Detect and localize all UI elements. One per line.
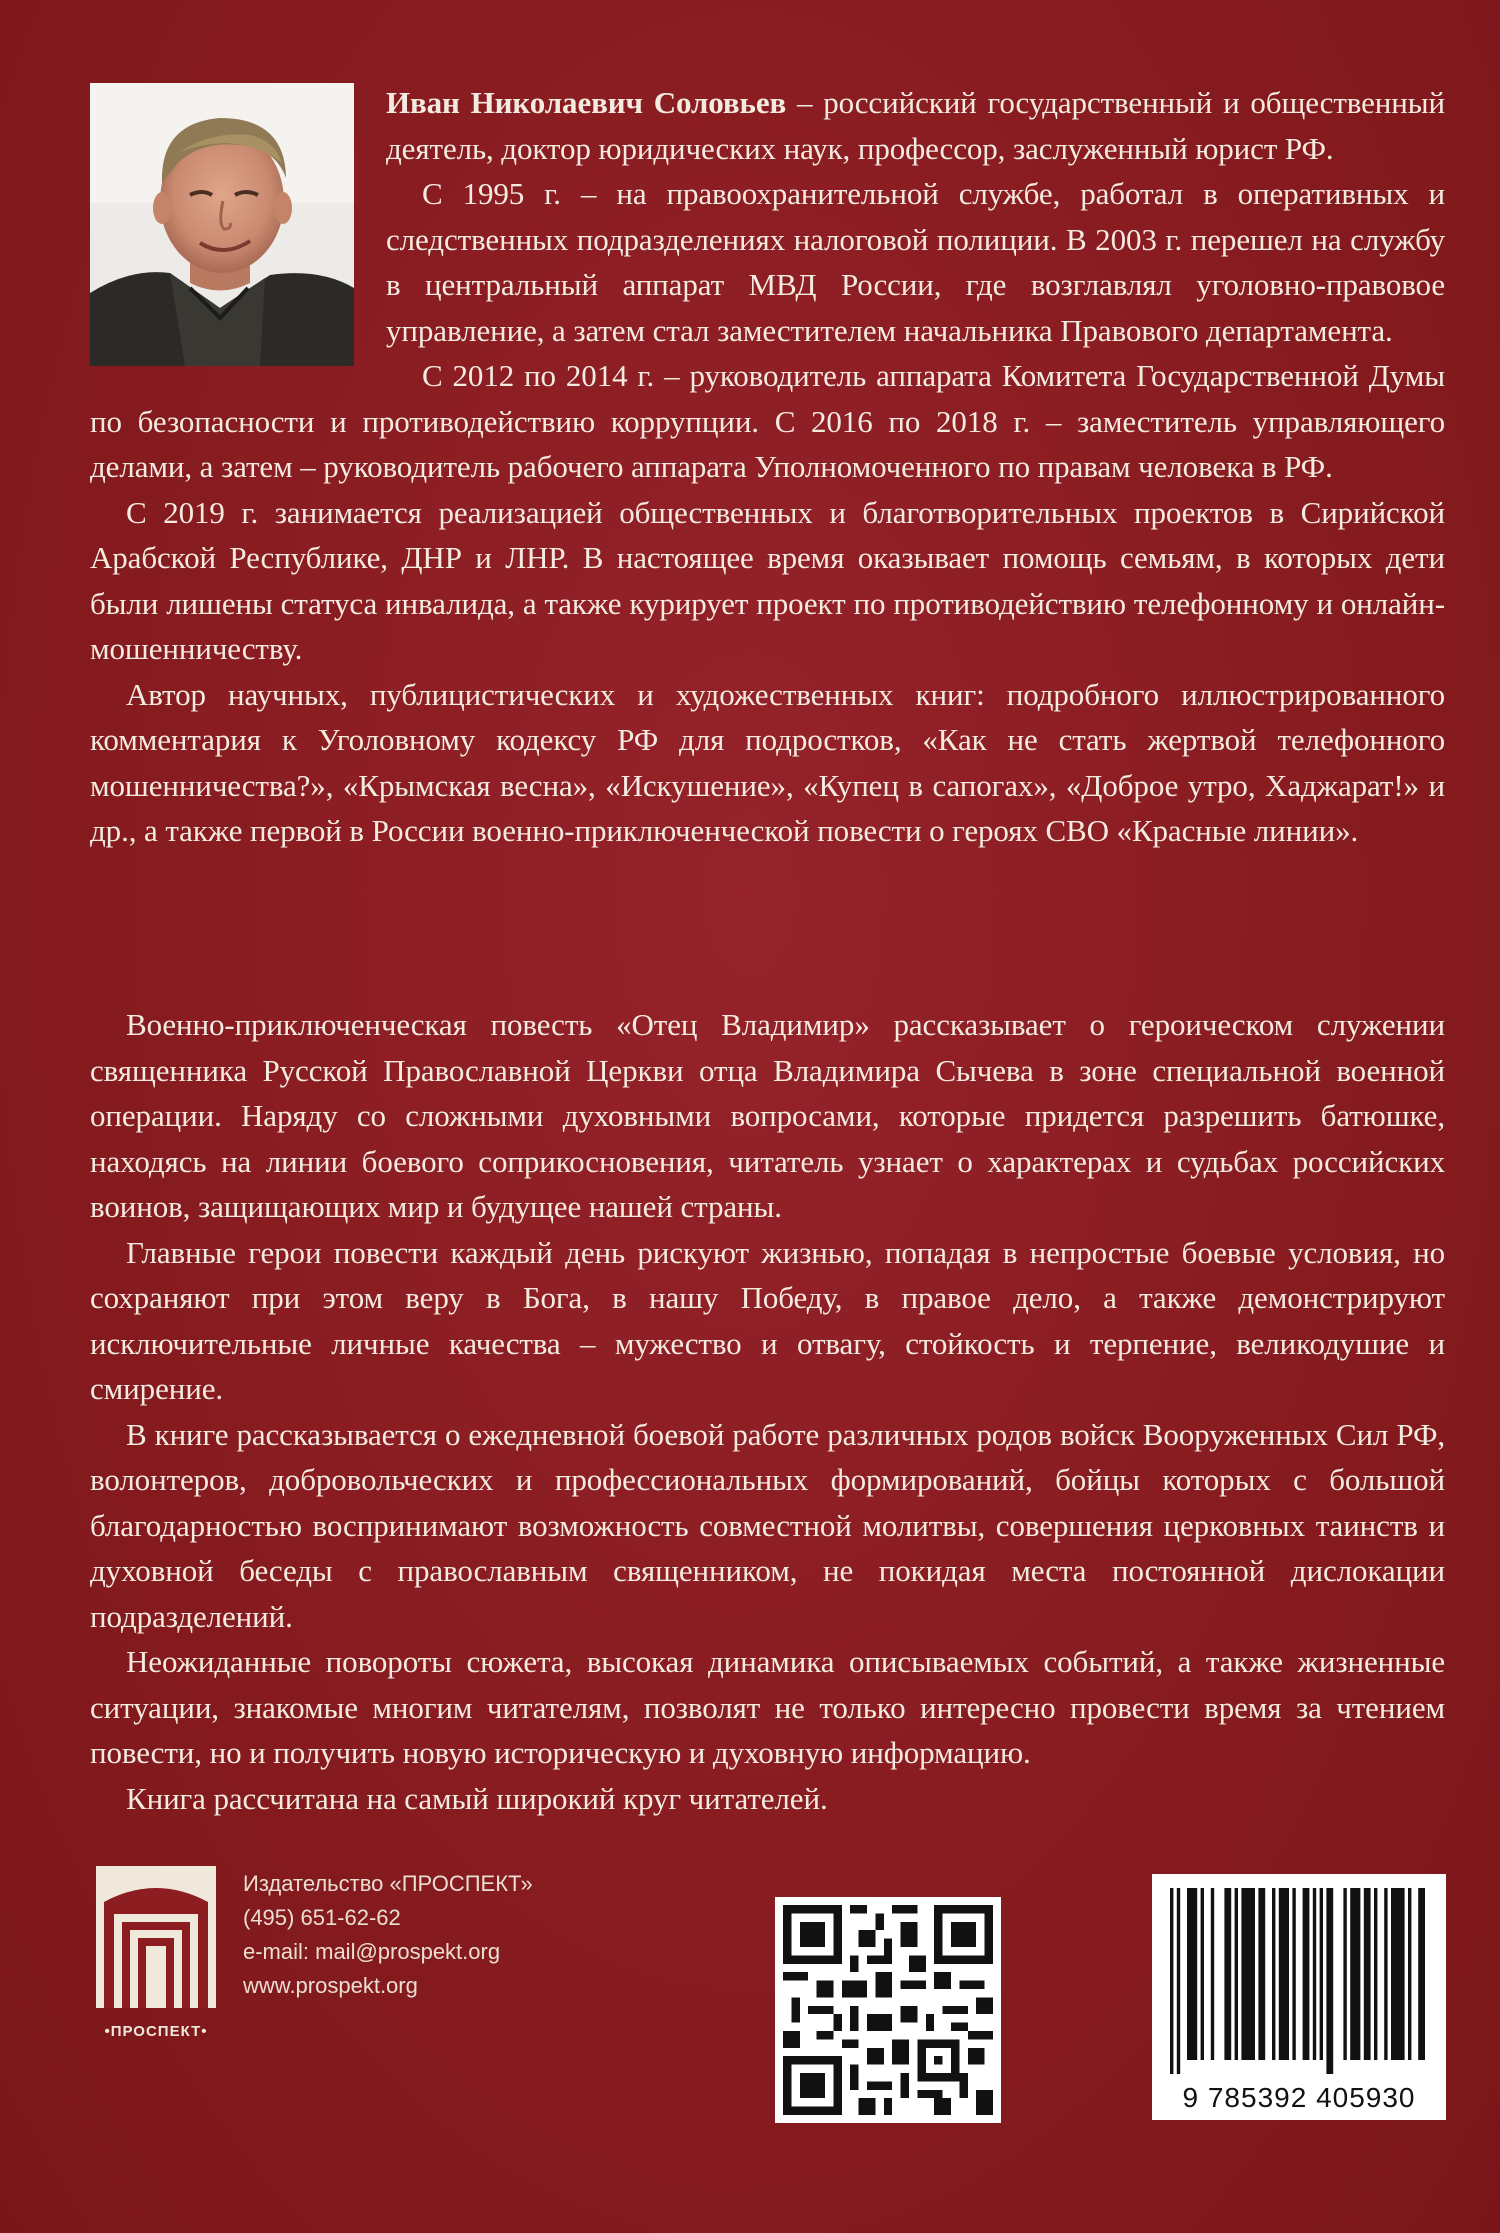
barcode-bar [1292, 1888, 1295, 2060]
barcode-bar [1241, 1888, 1255, 2060]
author-paragraph: Автор научных, публицистических и художественных книг: подробного иллюстрированного комментария к Уголовному кодексу РФ для подростков, «Как не стать жертвой телефонного мошенничества?», «Крымская весна», «Искушение», «Купец в сапогах», «Доброе утро, Хаджарат!» и др., а также первой в России военно-приключенческой повести о героях СВО «Красные линии». [90, 676, 1445, 848]
barcode-bar [1364, 1888, 1371, 2060]
barcode-bar [1343, 1888, 1346, 2060]
author-intro: – российский государственный и общественный деятель, доктор юридических наук, профессор, заслуженный юрист РФ. [386, 85, 1445, 166]
book-paragraph: Главные герои повести каждый день рискуют жизнью, попадая в непростые боевые условия, но сохраняют при этом веру в Бога, в нашу Победу, в правое дело, а также демонстрируют исключительные личные качества – мужество и отвагу, стойкость и терпение, великодушие и смирение. [90, 1234, 1445, 1406]
barcode-bar [1211, 1888, 1214, 2060]
barcode-bar [1350, 1888, 1360, 2060]
publisher-email: e-mail: mail@prospekt.org [243, 1939, 501, 1964]
barcode-bar [1224, 1888, 1231, 2060]
isbn-number: 9 785392 405930 [1182, 2082, 1416, 2113]
publisher-contacts [243, 1867, 533, 2003]
barcode-bar [1391, 1888, 1405, 2060]
publisher-logo-text: •ПРОСПЕКТ• [104, 2023, 208, 2040]
barcode-bar [1272, 1888, 1275, 2060]
prospekt-logo-icon [90, 1862, 222, 2012]
isbn-barcode [1152, 1874, 1446, 2120]
barcode-bar [1303, 1888, 1310, 2060]
book-annotation [90, 1002, 1445, 1821]
barcode-bar [1320, 1888, 1323, 2060]
author-paragraph: С 2012 по 2014 г. – руководитель аппарата Комитета Государственной Думы по безопасности и противодействию коррупции. С 2016 по 2018 г. – заместитель управляющего делами, а затем – руководитель рабочего аппарата Уполномоченного по правам человека в РФ. [90, 358, 1445, 484]
author-portrait-image [90, 83, 354, 366]
author-name: Иван Николаевич Соловьев [386, 85, 787, 120]
book-paragraph: Военно-приключенческая повесть «Отец Владимир» рассказывает о героическом служении священника Русской Православной Церкви отца Владимира Сычева в зоне специальной военной операции. Наряду со сложными духовными вопросами, которые придется разрешить батюшке, находясь на линии боевого соприкосновения, читатель узнает о характерах и судьбах российских воинов, защищающих мир и будущее нашей страны. [90, 1007, 1445, 1224]
publisher-website: www.prospekt.org [243, 1973, 418, 1998]
barcode-bar [1326, 1888, 1333, 2074]
publisher-phone: (495) 651-62-62 [243, 1905, 401, 1930]
barcode-bar [1384, 1888, 1387, 2060]
barcode-bar [1235, 1888, 1238, 2060]
barcode-bar [1313, 1888, 1316, 2060]
author-paragraph: С 1995 г. – на правоохранительной службе, работал в оперативных и следственных подразделениях налоговой полиции. В 2003 г. перешел на службу в центральный аппарат МВД России, где возглавлял уголовно-правовое управление, а затем стал заместителем начальника Правового департамента. [386, 176, 1445, 348]
author-photo [90, 83, 354, 366]
qr-code [775, 1897, 1001, 2123]
book-paragraph: В книге рассказывается о ежедневной боевой работе различных родов войск Вооруженных Сил РФ, волонтеров, добровольческих и профессиональных формирований, бойцы которых с большой благодарностью воспринимают возможность совместной молитвы, совершения церковных таинств и духовной беседы с православным священником, не покидая места постоянной дислокации подразделений. [90, 1416, 1445, 1634]
barcode-bar [1170, 1888, 1173, 2074]
barcode-bar [1201, 1888, 1204, 2060]
barcode-bar [1279, 1888, 1289, 2060]
publisher-name: Издательство «ПРОСПЕКТ» [243, 1871, 533, 1896]
barcode-bar [1374, 1888, 1377, 2060]
barcode-bar [1187, 1888, 1197, 2060]
barcode-bar [1258, 1888, 1265, 2060]
barcode-bar [1177, 1888, 1180, 2074]
barcode-bar [1418, 1888, 1425, 2060]
barcode-bar [1408, 1888, 1411, 2060]
author-bio [90, 80, 1445, 854]
publisher-logo [90, 1862, 222, 2040]
qr-code-icon [783, 1905, 993, 2115]
author-paragraph: С 2019 г. занимается реализацией общественных и благотворительных проектов в Сирийской Арабской Республике, ДНР и ЛНР. В настоящее время оказывает помощь семьям, в которых дети были лишены статуса инвалида, а также курирует проект по противодействию телефонному и онлайн-мошенничеству. [90, 494, 1445, 666]
barcode-bars-icon [1152, 1874, 1446, 2074]
book-paragraph: Неожиданные повороты сюжета, высокая динамика описываемых событий, а также жизненные ситуации, знакомые многим читателям, позволят не только интересно провести время за чтением повести, но и получить новую историческую и духовную информацию. [90, 1644, 1445, 1770]
book-paragraph: Книга рассчитана на самый широкий круг читателей. [126, 1780, 828, 1816]
